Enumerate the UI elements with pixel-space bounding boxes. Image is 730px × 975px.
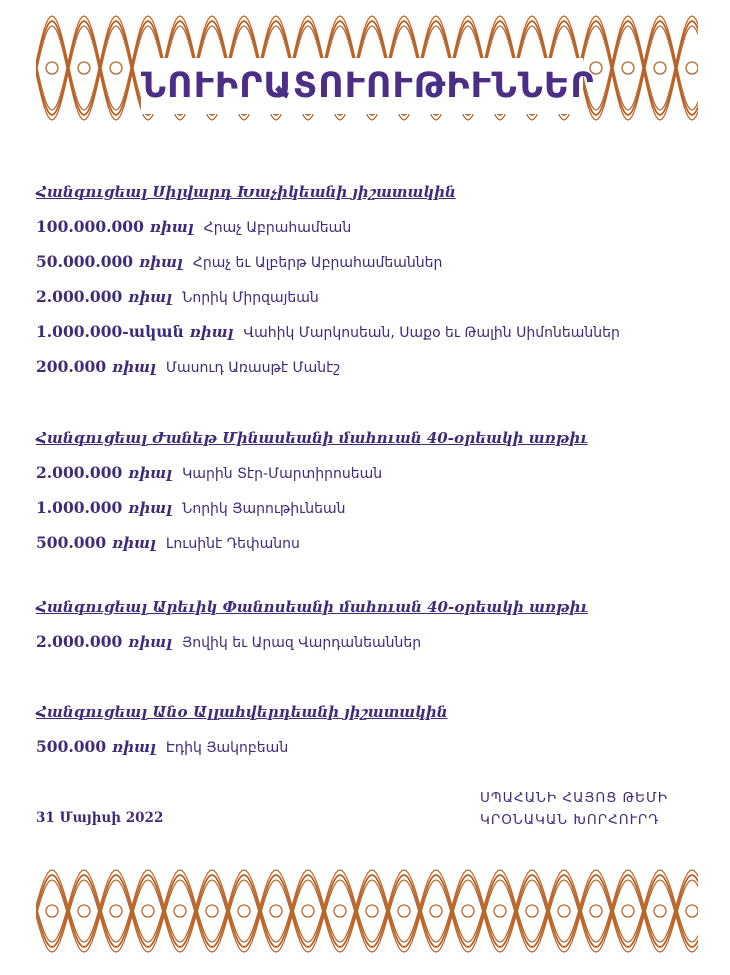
currency-unit: ռիալ (128, 288, 173, 306)
currency-unit: ռիալ (112, 358, 156, 376)
issuer-line-1: ՍՊԱՀԱՆԻ ՀԱՅՈՑ ԹԵՄԻ (480, 790, 669, 806)
donation-section-4 (36, 701, 696, 764)
donation-amount: 500.000 (36, 533, 107, 552)
donation-amount: 2.000.000 (36, 632, 123, 651)
donation-row (36, 525, 696, 560)
donation-amount: 100.000.000 (36, 217, 144, 236)
donor-names: Մասուդ Առասթէ Մանէշ (165, 360, 341, 376)
donation-row (36, 349, 696, 384)
currency-unit: ռիալ (189, 323, 234, 341)
issuer-signature (480, 787, 700, 831)
currency-unit: ռիալ (139, 253, 183, 271)
donation-section-3 (36, 596, 696, 659)
donor-names: Վահիկ Մարկոսեան, Սաքօ եւ Թալին Սիմոնեաններ (243, 325, 620, 341)
donation-amount: 500.000 (36, 737, 107, 756)
donor-names: Հրաչ Աբրահամեան (203, 220, 352, 236)
donation-row (36, 490, 696, 525)
donation-amount: 1.000.000-ական (36, 322, 184, 341)
section-heading: Հանգուցեալ Սիլվարդ Խաչիկեանի յիշատակին (36, 183, 456, 201)
currency-unit: ռիալ (112, 738, 156, 756)
donor-names: Նորիկ Յարութիւնեան (182, 501, 346, 517)
donor-names: Նորիկ Միրզայեան (182, 290, 319, 306)
donor-names: Էդիկ Յակոբեան (165, 740, 289, 756)
donation-row (36, 279, 696, 314)
donation-row (36, 455, 696, 490)
section-heading: Հանգուցեալ Ժանեթ Մինասեանի մահուան 40-օրեակի առթիւ (36, 429, 588, 447)
donor-names: Հրաչ եւ Ալբերթ Աբրահամեաններ (192, 255, 443, 271)
currency-unit: ռիալ (112, 534, 156, 552)
page-title: ՆՈՒԻՐԱՏՈՒՈՒԹԻՒՆՆԵՐ (141, 66, 595, 106)
donation-amount: 50.000.000 (36, 252, 134, 271)
donation-section-2 (36, 427, 696, 560)
donation-row (36, 624, 696, 659)
donation-row (36, 729, 696, 764)
section-heading: Հանգուցեալ Արեւիկ Փանոսեանի մահուան 40-օրեակի առթիւ (36, 598, 588, 616)
donation-row (36, 244, 696, 279)
donation-amount: 200.000 (36, 357, 107, 376)
donation-amount: 2.000.000 (36, 463, 123, 482)
donor-names: Յովիկ եւ Արազ Վարդանեաններ (182, 635, 422, 651)
donation-row (36, 209, 696, 244)
issuer-line-2: ԿՐՕՆԱԿԱՆ ԽՈՐՀՈՒՐԴ (480, 812, 660, 828)
document-date: 31 Մայիսի 2022 (36, 810, 164, 826)
currency-unit: ռիալ (128, 633, 173, 651)
donation-section-1 (36, 181, 696, 384)
currency-unit: ռիալ (149, 218, 194, 236)
donor-names: Կարին Տէր-Մարտիրոսեան (182, 466, 383, 482)
donation-amount: 2.000.000 (36, 287, 123, 306)
bottom-ornament-border (36, 868, 698, 954)
donation-amount: 1.000.000 (36, 498, 123, 517)
donation-row (36, 314, 696, 349)
section-heading: Հանգուցեալ Անօ Ալլահվերդեանի յիշատակին (36, 703, 448, 721)
donor-names: Լուսինէ Դեփանոս (165, 536, 300, 552)
currency-unit: ռիալ (128, 499, 173, 517)
celtic-knot-border-icon (36, 868, 698, 954)
currency-unit: ռիալ (128, 464, 173, 482)
